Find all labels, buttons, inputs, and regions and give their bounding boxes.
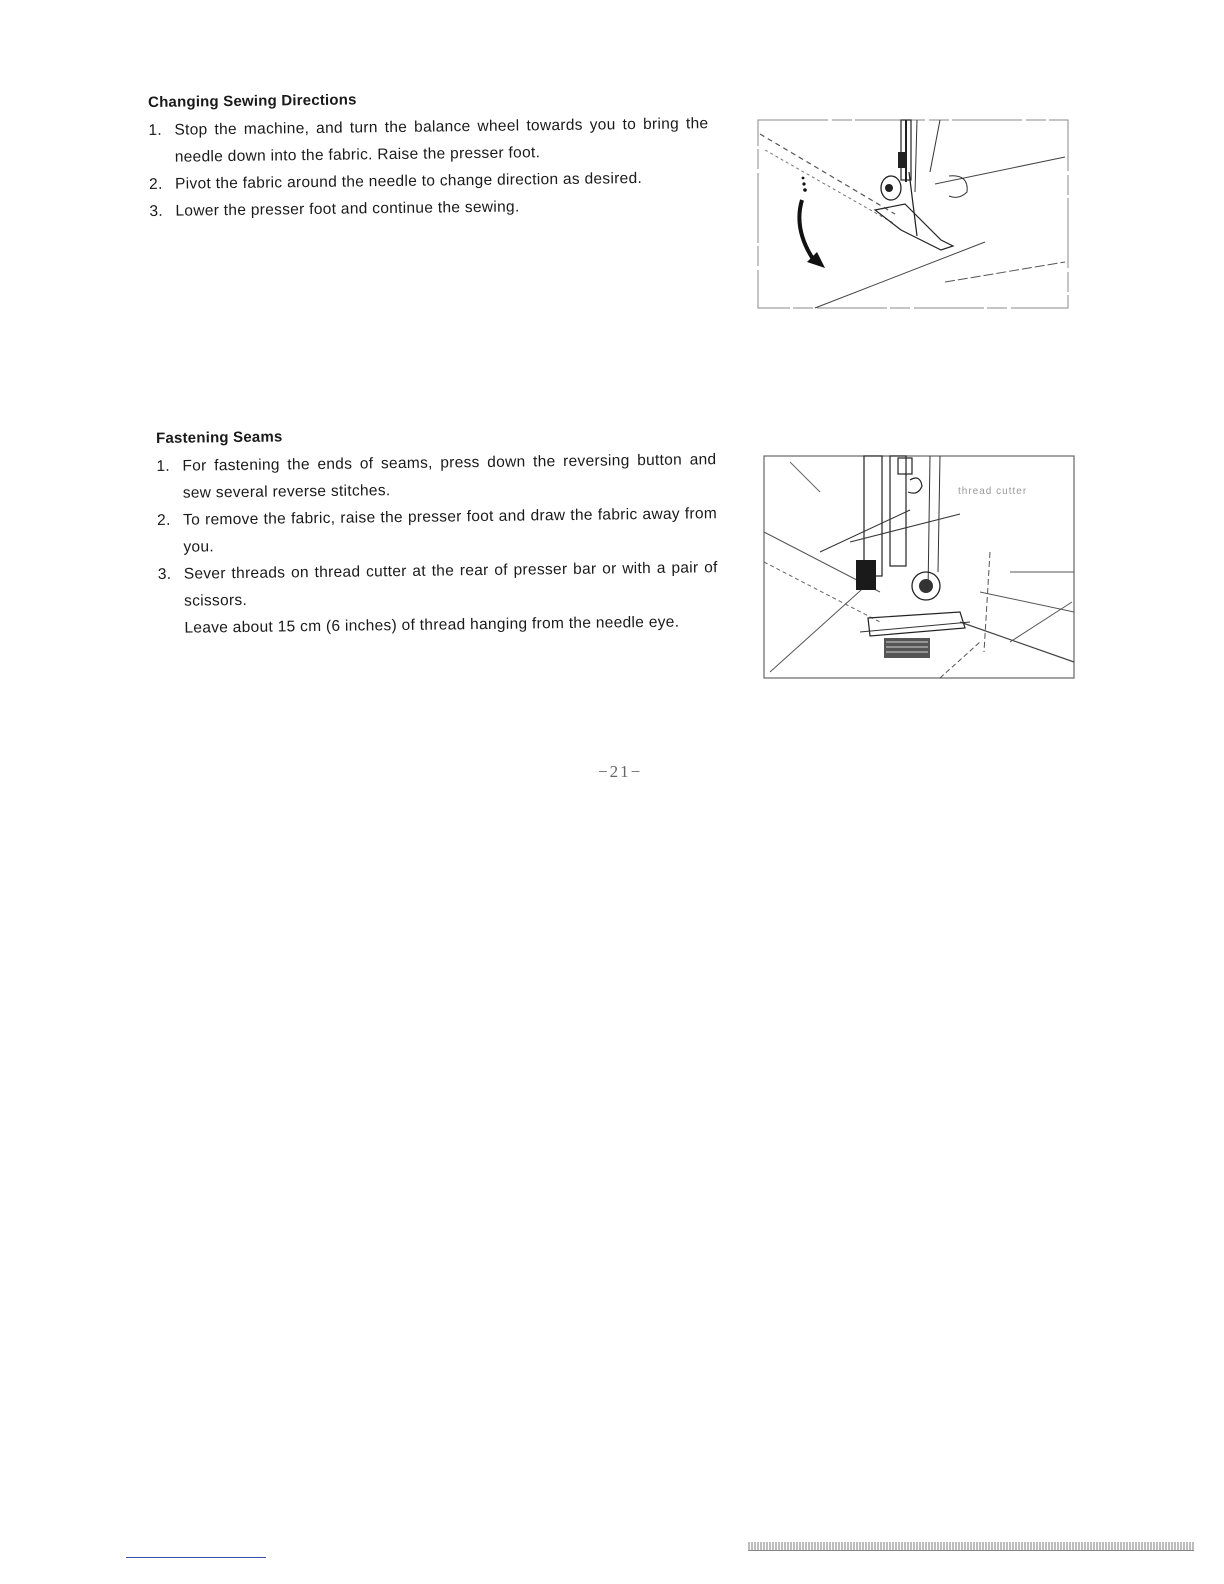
figure-pivot-fabric: [755, 112, 1073, 312]
step-number: 1.: [148, 121, 163, 139]
step-number: 1.: [156, 457, 171, 475]
step-text: Lower the presser foot and continue the sewing.: [175, 198, 520, 220]
section-changing-directions: [148, 87, 710, 225]
step-item: [157, 500, 718, 561]
step-item: [158, 554, 719, 642]
thread-cutter-label: thread cutter: [958, 486, 1028, 497]
step-text: To remove the fabric, raise the presser foot and draw the fabric away from you.: [182, 505, 718, 556]
section-fastening-seams: [156, 423, 719, 642]
footer-rule-left: [126, 1557, 266, 1558]
step-text: Stop the machine, and turn the balance wheel towards you to bring the needle down into the fabric. Raise the presser foot.: [174, 115, 709, 166]
step-text: Sever threads on thread cutter at the rear of presser bar or with a pair of scissors.: [183, 559, 718, 610]
footer-scan-bar: [748, 1542, 1194, 1550]
figure-thread-cutter: [760, 452, 1078, 680]
step-item: [149, 191, 709, 225]
step-text: Pivot the fabric around the needle to change direction as desired.: [174, 169, 643, 193]
step-text: For fastening the ends of seams, press down the reversing button and sew several reverse stitches.: [182, 451, 717, 502]
thread-cutter-illustration: [760, 452, 1078, 680]
heading-fastening-seams: Fastening Seams: [156, 428, 283, 447]
steps-changing-directions: [148, 110, 709, 225]
page-number: −21−: [598, 762, 643, 781]
step-item: [156, 446, 717, 507]
step-number: 2.: [149, 175, 163, 193]
heading-changing-directions: Changing Sewing Directions: [148, 91, 357, 111]
step-number: 3.: [149, 202, 164, 220]
footer-rule-right: [748, 1550, 1194, 1551]
step-item: [148, 110, 709, 171]
step-number: 3.: [157, 565, 172, 583]
pivot-fabric-illustration: [755, 112, 1073, 312]
step-continuation: Leave about 15 cm (6 inches) of thread hanging from the needle eye.: [184, 613, 680, 637]
step-number: 2.: [157, 511, 171, 529]
steps-fastening-seams: [156, 446, 718, 642]
